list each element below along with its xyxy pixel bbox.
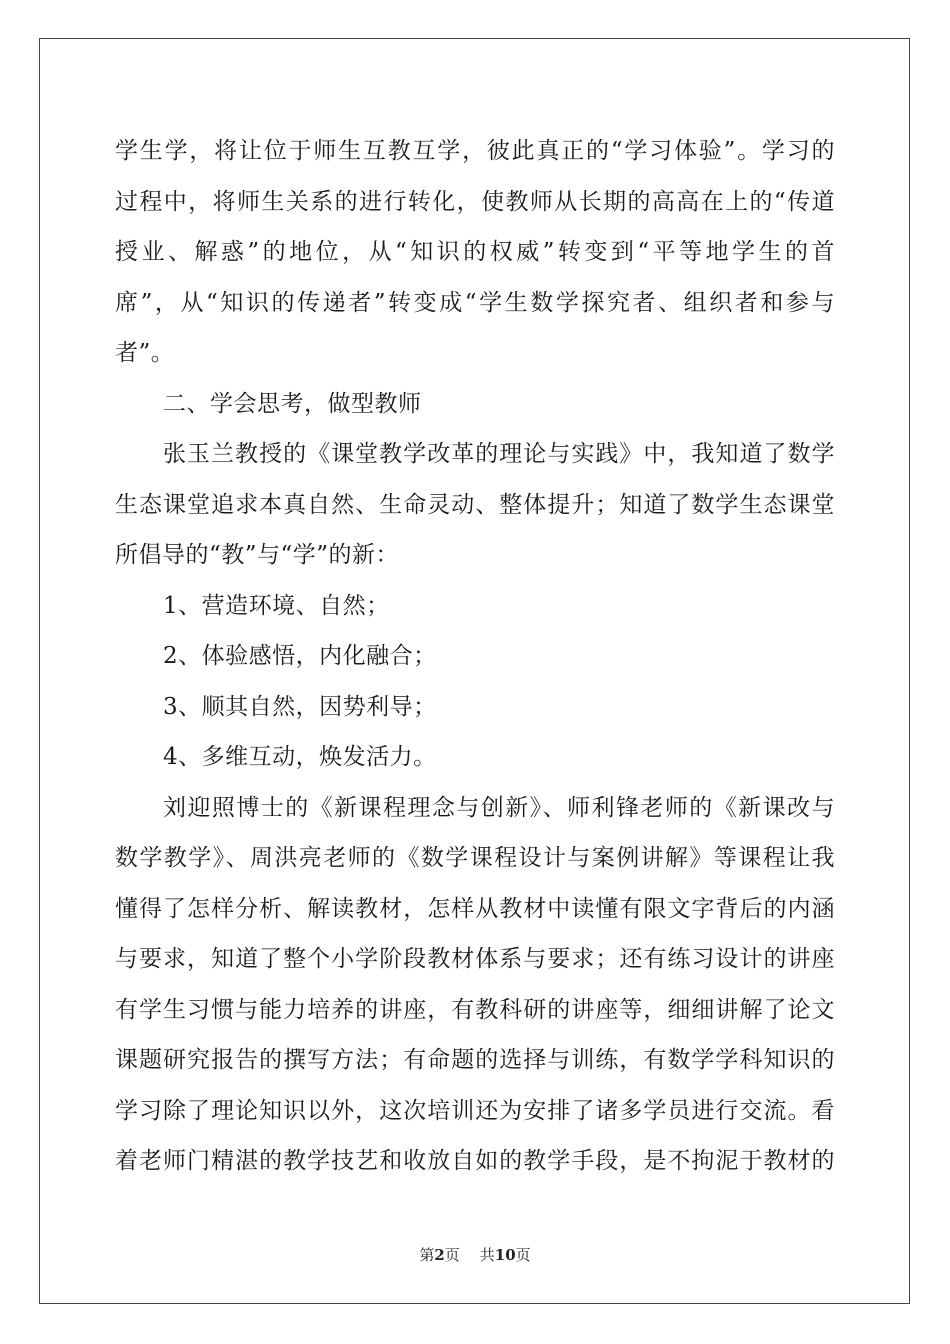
text-line: 所倡导的“教”与“学”的新： [115,542,400,568]
text-line: 学生学，将让位于师生互教互学，彼此真正的“学习体验”。学习的 [115,138,835,164]
page-prefix: 第 [419,1246,435,1264]
page-number: 2 [434,1246,445,1264]
text-line: 与要求，知道了整个小学阶段教材体系与要求；还有练习设计的讲座 [115,946,835,972]
text-line: 3、顺其自然，因势利导； [163,693,437,720]
total-suffix: 页 [515,1246,531,1264]
page-suffix: 页 [444,1246,460,1264]
text-line: 4、多维互动，焕发活力。 [163,744,437,770]
text-line: 席”，从“知识的传递者”转变成“学生数学探究者、组织者和参与 [115,289,835,316]
text-line: 有学生习惯与能力培养的讲座，有教科研的讲座等，细细讲解了论文 [115,996,835,1023]
text-line: 生态课堂追求本真自然、生命灵动、整体提升；知道了数学生态课堂 [115,491,835,518]
text-line: 懂得了怎样分析、解读教材，怎样从教材中读懂有限文字背后的内涵 [115,895,835,922]
text-line: 张玉兰教授的《课堂教学改革的理论与实践》中，我知道了数学 [163,441,835,467]
page-footer [0,1244,950,1265]
text-line: 数学教学》、周洪亮老师的《数学课程设计与案例讲解》等课程让我 [115,845,835,871]
text-line: 2、体验感悟，内化融合； [163,643,437,669]
total-pages: 10 [494,1246,516,1264]
text-line: 二、学会思考，做型教师 [163,390,422,417]
text-line: 课题研究报告的撰写方法；有命题的选择与训练，有数学学科知识的 [115,1047,835,1073]
text-line: 着老师门精湛的教学技艺和收放自如的教学手段，是不拘泥于教材的 [115,1148,835,1174]
text-line: 刘迎照博士的《新课程理念与创新》、师利锋老师的《新课改与 [163,794,835,821]
text-line: 授业、解惑”的地位，从“知识的权威”转变到“平等地学生的首 [115,239,835,265]
text-line: 过程中，将师生关系的进行转化，使教师从长期的高高在上的“传道 [115,188,835,215]
text-line: 学习除了理论知识以外，这次培训还为安排了诸多学员进行交流。看 [115,1097,835,1124]
total-prefix: 共 [479,1246,495,1264]
text-line: 1、营造环境、自然； [163,592,390,619]
text-line: 者”。 [115,340,175,366]
document-body [115,126,835,1187]
